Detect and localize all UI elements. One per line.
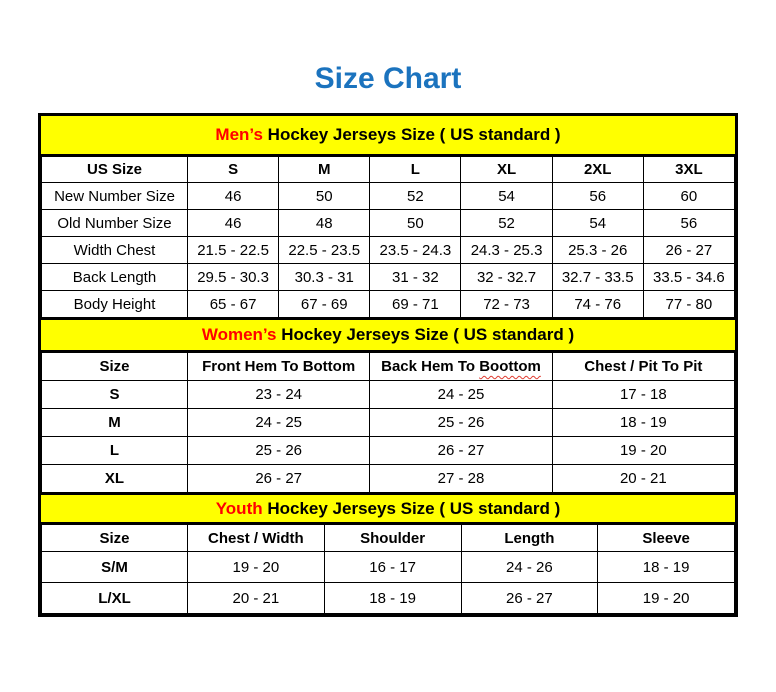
youth-col-header-sleeve: Sleeve [598,525,735,552]
value-cell: 20 - 21 [552,465,734,493]
value-cell: 23.5 - 24.3 [370,237,461,264]
row-label: Body Height [42,291,188,318]
men-col-header-l: L [370,157,461,183]
value-cell: 25 - 26 [370,409,552,437]
men-size-table [41,156,735,318]
table-row [42,183,735,210]
back-hem-prefix: Back Hem To [381,358,480,375]
table-row [42,264,735,291]
value-cell: 74 - 76 [552,291,643,318]
table-row [42,381,735,409]
men-section-highlight: Men’s [215,125,263,144]
value-cell: 67 - 69 [279,291,370,318]
row-label: L/XL [42,583,188,614]
value-cell: 18 - 19 [598,552,735,583]
table-row [42,237,735,264]
men-col-header-us-size: US Size [42,157,188,183]
table-row [42,465,735,493]
men-header-row [42,157,735,183]
youth-col-header-length: Length [461,525,598,552]
value-cell: 46 [188,183,279,210]
value-cell: 26 - 27 [370,437,552,465]
value-cell: 32 - 32.7 [461,264,552,291]
men-col-header-xl: XL [461,157,552,183]
value-cell: 31 - 32 [370,264,461,291]
men-col-header-3xl: 3XL [643,157,734,183]
value-cell: 50 [370,210,461,237]
value-cell: 18 - 19 [324,583,461,614]
women-col-header-chest: Chest / Pit To Pit [552,353,734,381]
value-cell: 60 [643,183,734,210]
youth-section-title: Hockey Jerseys Size ( US standard ) [262,498,561,518]
youth-col-header-size: Size [42,525,188,552]
value-cell: 52 [370,183,461,210]
value-cell: 32.7 - 33.5 [552,264,643,291]
value-cell: 25 - 26 [188,437,370,465]
value-cell: 24 - 26 [461,552,598,583]
row-label: S/M [42,552,188,583]
table-row [42,210,735,237]
table-row [42,291,735,318]
table-row [42,437,735,465]
value-cell: 77 - 80 [643,291,734,318]
value-cell: 65 - 67 [188,291,279,318]
value-cell: 21.5 - 22.5 [188,237,279,264]
women-header-row [42,353,735,381]
women-section-highlight: Women’s [201,325,277,344]
value-cell: 26 - 27 [643,237,734,264]
value-cell: 20 - 21 [188,583,325,614]
table-row [42,583,735,614]
youth-section-band [41,493,735,524]
value-cell: 24 - 25 [188,409,370,437]
women-col-header-back-hem [370,353,552,381]
value-cell: 17 - 18 [552,381,734,409]
value-cell: 19 - 20 [552,437,734,465]
value-cell: 25.3 - 26 [552,237,643,264]
row-label: L [42,437,188,465]
value-cell: 54 [552,210,643,237]
women-col-header-size: Size [42,353,188,381]
value-cell: 50 [279,183,370,210]
value-cell: 24.3 - 25.3 [461,237,552,264]
table-row [42,552,735,583]
row-label: Old Number Size [42,210,188,237]
value-cell: 18 - 19 [552,409,734,437]
row-label: New Number Size [42,183,188,210]
value-cell: 56 [643,210,734,237]
value-cell: 52 [461,210,552,237]
value-cell: 72 - 73 [461,291,552,318]
men-section-band [41,116,735,156]
youth-header-row [42,525,735,552]
youth-col-header-chest-width: Chest / Width [188,525,325,552]
youth-size-table [41,524,735,614]
youth-section-highlight: Youth [215,498,263,518]
value-cell: 48 [279,210,370,237]
row-label: M [42,409,188,437]
men-col-header-m: M [279,157,370,183]
table-row [42,409,735,437]
row-label: XL [42,465,188,493]
value-cell: 30.3 - 31 [279,264,370,291]
value-cell: 33.5 - 34.6 [643,264,734,291]
men-section-title: Hockey Jerseys Size ( US standard ) [262,125,561,144]
women-section-title: Hockey Jerseys Size ( US standard ) [276,325,575,344]
women-size-table [41,352,735,493]
value-cell: 16 - 17 [324,552,461,583]
value-cell: 19 - 20 [188,552,325,583]
youth-col-header-shoulder: Shoulder [324,525,461,552]
value-cell: 19 - 20 [598,583,735,614]
value-cell: 26 - 27 [188,465,370,493]
row-label: S [42,381,188,409]
row-label: Back Length [42,264,188,291]
value-cell: 54 [461,183,552,210]
value-cell: 24 - 25 [370,381,552,409]
value-cell: 26 - 27 [461,583,598,614]
value-cell: 22.5 - 23.5 [279,237,370,264]
value-cell: 23 - 24 [188,381,370,409]
size-chart-tables [38,113,738,617]
men-col-header-2xl: 2XL [552,157,643,183]
value-cell: 29.5 - 30.3 [188,264,279,291]
page-title: Size Chart [314,62,462,95]
row-label: Width Chest [42,237,188,264]
women-col-header-front-hem: Front Hem To Bottom [188,353,370,381]
women-section-band [41,318,735,352]
value-cell: 46 [188,210,279,237]
value-cell: 27 - 28 [370,465,552,493]
men-col-header-s: S [188,157,279,183]
misspelled-word: Boottom [479,358,541,375]
value-cell: 69 - 71 [370,291,461,318]
value-cell: 56 [552,183,643,210]
